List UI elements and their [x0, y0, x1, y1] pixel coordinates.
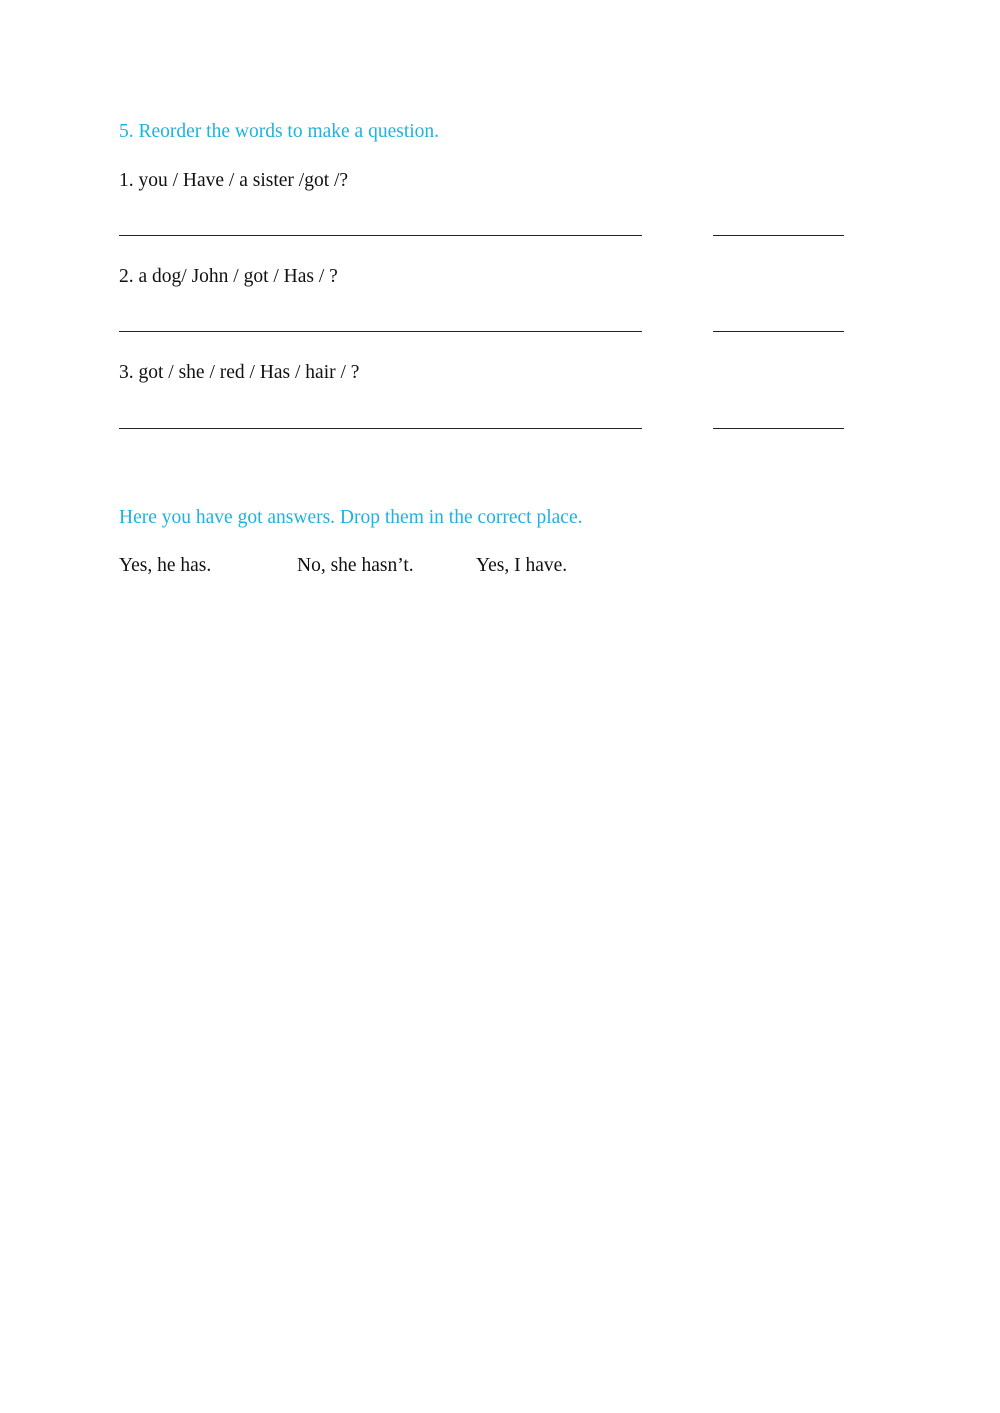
question-1-prompt: 1. you / Have / a sister /got /?	[119, 170, 349, 191]
question-1-reply-drop-zone[interactable]	[713, 235, 844, 236]
answer-chip-2[interactable]: No, she hasn’t.	[297, 555, 414, 576]
question-2-prompt: 2. a dog/ John / got / Has / ?	[119, 266, 338, 287]
question-3-prompt: 3. got / she / red / Has / hair / ?	[119, 362, 360, 383]
section-title: 5. Reorder the words to make a question.	[119, 121, 440, 142]
question-3-reply-drop-zone[interactable]	[713, 428, 844, 429]
question-2-reply-drop-zone[interactable]	[713, 331, 844, 332]
question-2-answer-field[interactable]	[119, 331, 642, 332]
answer-chip-1[interactable]: Yes, he has.	[119, 555, 212, 576]
question-1-answer-field[interactable]	[119, 235, 642, 236]
answers-title: Here you have got answers. Drop them in the correct place.	[119, 507, 583, 528]
question-3-answer-field[interactable]	[119, 428, 642, 429]
answer-chip-3[interactable]: Yes, I have.	[476, 555, 568, 576]
